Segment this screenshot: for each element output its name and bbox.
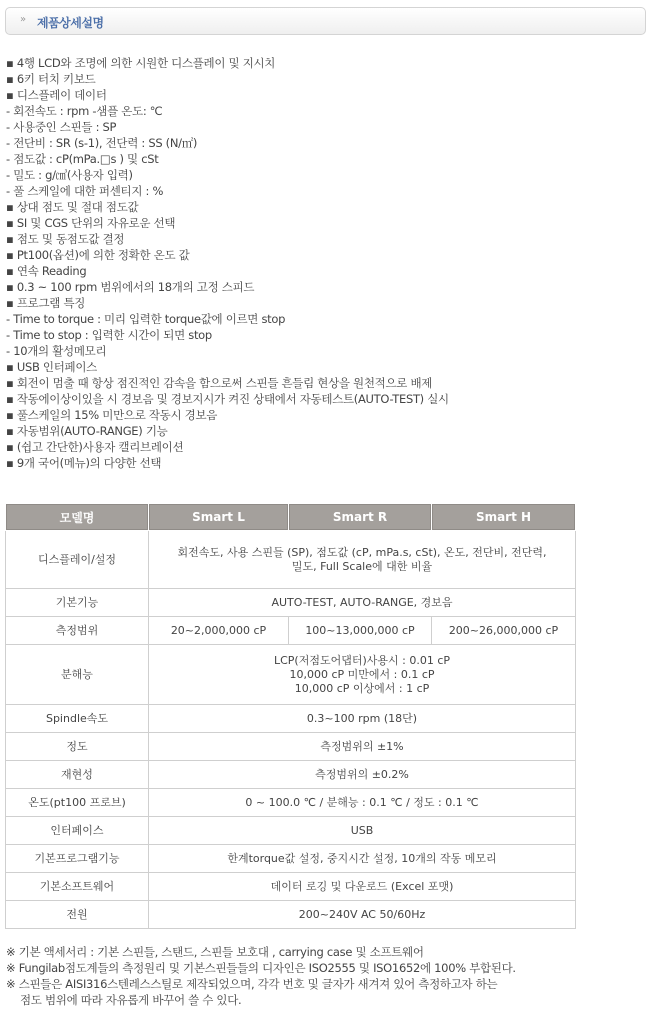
row-value-program: 한계torque값 설정, 중지시간 설정, 10개의 작동 메모리	[149, 845, 576, 873]
feature-list	[6, 55, 646, 471]
feature-item: - 전단비 : SR (s-1), 전단력 : SS (N/㎡)	[6, 136, 198, 150]
feature-item: ▪ 점도 및 동점도값 결정	[6, 232, 125, 246]
feature-item: ▪ 연속 Reading	[6, 264, 87, 278]
row-label-range: 측정범위	[6, 617, 149, 645]
range-smart-l: 20~2,000,000 cP	[149, 617, 289, 645]
table-row	[6, 789, 576, 817]
feature-item: - 회전속도 : rpm -샘플 온도: ℃	[6, 104, 163, 118]
notes-section	[6, 944, 606, 1008]
table-row	[6, 617, 576, 645]
row-label-software: 기본소프트웨어	[6, 873, 149, 901]
row-value-software: 데이터 로깅 및 다운로드 (Excel 포맷)	[149, 873, 576, 901]
feature-item: - 풀 스케일에 대한 퍼센티지 : %	[6, 184, 164, 198]
table-row	[6, 761, 576, 789]
row-label-display: 디스플레이/설정	[6, 531, 149, 589]
feature-item: - 사용중인 스핀들 : SP	[6, 120, 117, 134]
header-smart-l: Smart L	[149, 504, 289, 531]
table-row	[6, 873, 576, 901]
table-row	[6, 705, 576, 733]
feature-item: ▪ 회전이 멈출 때 항상 점진적인 감속을 함으로써 스핀들 흔들림 현상을 원천적으로 배제	[6, 376, 433, 390]
resolution-line-3: 10,000 cP 이상에서 : 1 cP	[294, 681, 430, 695]
row-label-basic: 기본기능	[6, 589, 149, 617]
header-smart-r: Smart R	[289, 504, 432, 531]
note-standards: ※ Fungilab점도계들의 측정원리 및 기본스핀들들의 디자인은 ISO2555 및 ISO1652에 100% 부합된다.	[6, 961, 516, 975]
row-value-basic: AUTO-TEST, AUTO-RANGE, 경보음	[149, 589, 576, 617]
resolution-line-1: LCP(저점도어댑터)사용시 : 0.01 cP	[273, 653, 451, 667]
feature-item: ▪ Pt100(옵션)에 의한 정확한 온도 값	[6, 248, 190, 262]
table-row	[6, 589, 576, 617]
note-accessories: ※ 기본 액세서리 : 기본 스핀들, 스탠드, 스핀들 보호대 , carrying case 및 소프트웨어	[6, 945, 424, 959]
spec-header-row	[6, 504, 576, 531]
table-row	[6, 531, 576, 589]
note-spindles-continued: 점도 범위에 따라 자유롭게 바꾸어 쓸 수 있다.	[20, 993, 242, 1007]
feature-item: ▪ 디스플레이 데이터	[6, 88, 107, 102]
row-value-accuracy: 측정범위의 ±1%	[149, 733, 576, 761]
range-smart-h: 200~26,000,000 cP	[432, 617, 576, 645]
row-label-repeat: 재현성	[6, 761, 149, 789]
row-value-spindle: 0.3~100 rpm (18단)	[149, 705, 576, 733]
feature-item: ▪ 상대 점도 및 절대 점도값	[6, 200, 139, 214]
feature-item: - 점도값 : cP(mPa.□s ) 및 cSt	[6, 152, 159, 166]
section-header	[5, 7, 646, 35]
feature-item: - Time to stop : 입력한 시간이 되면 stop	[6, 328, 212, 342]
feature-item: ▪ 4행 LCD와 조명에 의한 시원한 디스플레이 및 지시치	[6, 56, 276, 70]
feature-item: - Time to torque : 미리 입력한 torque값에 이르면 stop	[6, 312, 286, 326]
section-title: 제품상세설명	[37, 16, 104, 30]
feature-item: ▪ 자동범위(AUTO-RANGE) 기능	[6, 424, 168, 438]
feature-item: ▪ USB 인터페이스	[6, 360, 97, 374]
range-smart-r: 100~13,000,000 cP	[289, 617, 432, 645]
feature-item: ▪ 풀스케일의 15% 미만으로 작동시 경보음	[6, 408, 218, 422]
row-label-program: 기본프로그램기능	[6, 845, 149, 873]
row-label-interface: 인터페이스	[6, 817, 149, 845]
spec-table	[5, 503, 576, 929]
table-row	[6, 645, 576, 705]
row-value-temp: 0 ~ 100.0 ℃ / 분해능 : 0.1 ℃ / 정도 : 0.1 ℃	[149, 789, 576, 817]
feature-item: - 10개의 활성메모리	[6, 344, 107, 358]
row-value-power: 200~240V AC 50/60Hz	[149, 901, 576, 929]
feature-item: - 밀도 : g/㎤(사용자 입력)	[6, 168, 133, 182]
feature-item: ▪ 0.3 ~ 100 rpm 범위에서의 18개의 고정 스피드	[6, 280, 255, 294]
row-label-temp: 온도(pt100 프로브)	[6, 789, 149, 817]
header-smart-h: Smart H	[432, 504, 576, 531]
table-row	[6, 845, 576, 873]
note-spindles: ※ 스핀들은 AISI316스텐레스스틸로 제작되었으며, 각각 번호 및 글자가 새겨져 있어 측정하고자 하는	[6, 977, 498, 991]
display-line-2: 밀도, Full Scale에 대한 비율	[291, 559, 433, 573]
feature-item: ▪ SI 및 CGS 단위의 자유로운 선택	[6, 216, 176, 230]
header-model: 모델명	[6, 504, 149, 531]
row-label-resolution: 분해능	[6, 645, 149, 705]
feature-item: ▪ 6키 터치 키보드	[6, 72, 96, 86]
resolution-line-2: 10,000 cP 미만에서 : 0.1 cP	[289, 667, 435, 681]
table-row	[6, 733, 576, 761]
feature-item: ▪ 프로그램 특징	[6, 296, 86, 310]
feature-item: ▪ (쉽고 간단한)사용자 캘리브레이션	[6, 440, 184, 454]
row-label-power: 전원	[6, 901, 149, 929]
display-line-1: 회전속도, 사용 스핀들 (SP), 점도값 (cP, mPa.s, cSt), 온도, 전단비, 전단력,	[177, 545, 547, 559]
row-label-accuracy: 정도	[6, 733, 149, 761]
double-chevron-right-icon: »	[20, 14, 27, 25]
table-row	[6, 901, 576, 929]
row-value-repeat: 측정범위의 ±0.2%	[149, 761, 576, 789]
row-value-interface: USB	[149, 817, 576, 845]
row-value-display	[149, 531, 576, 589]
table-row	[6, 817, 576, 845]
row-label-spindle: Spindle속도	[6, 705, 149, 733]
feature-item: ▪ 9개 국어(메뉴)의 다양한 선택	[6, 456, 162, 470]
row-value-resolution	[149, 645, 576, 705]
feature-item: ▪ 작동에이상이있을 시 경보음 및 경보지시가 켜진 상태에서 자동테스트(AUTO-TEST) 실시	[6, 392, 449, 406]
